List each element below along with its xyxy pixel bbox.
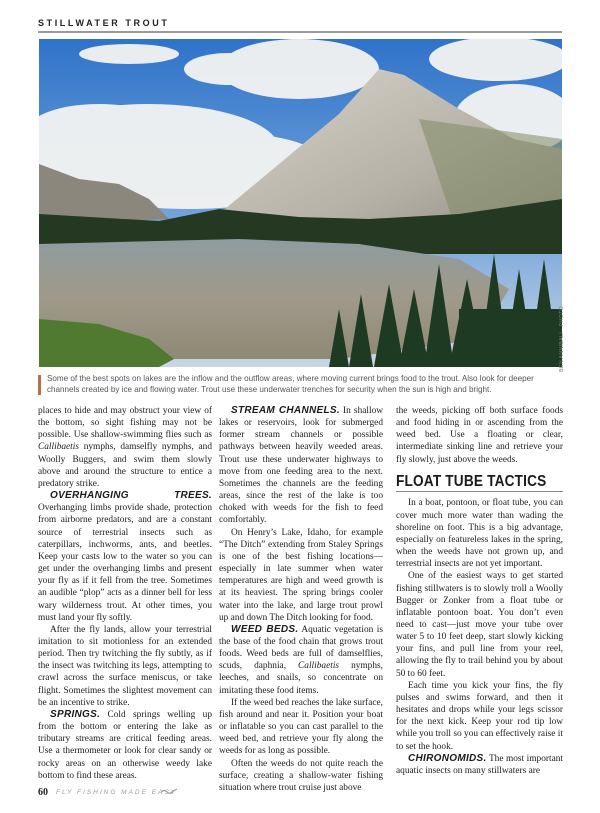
running-head: STILLWATER TROUT: [38, 18, 170, 28]
paragraph-text: Aquatic vegetation is the base of the food chain that grows trout foods. Weed beds are full of damselflies, scuds, daphnia,: [219, 624, 383, 672]
paragraph-text: The most important aquatic insects on many stillwaters are: [396, 753, 563, 776]
lake-photo-illustration: [39, 39, 562, 367]
paragraph: the weeds, picking off both surface foods and food hiding in or ascending from the weed bed. Use a floating or clear, intermediate sinking line and retrieve your fly slowly, just above the weeds.: [396, 406, 563, 465]
paragraph: After the fly lands, allow your terrestrial imitation to sit motionless for an extended period. Then try twitching the fly subtly, as if the insect was twitching its legs, attempting to crawl across the surface meniscus, or take flight. Sometimes the slightest movement can be an incentive to strike.: [38, 624, 212, 708]
subhead-weed-beds: WEED BEDS.: [231, 623, 299, 635]
page-number: 60: [38, 787, 48, 798]
subhead-overhanging-trees: OVERHANGING TREES.: [50, 490, 212, 502]
section-heading: FLOAT TUBE TACTICS: [396, 472, 547, 490]
text-column-3: [396, 405, 563, 777]
paragraph-text: nymphs, damselfly nymphs, and Woolly Buggers, and swim them slowly above and around the structure to entice a predatory strike.: [38, 442, 212, 489]
paragraph-text: nymphs, leeches, and snails, so concentrate on imitating these food items.: [219, 661, 384, 696]
lake-photo: [39, 39, 562, 367]
paragraph: [396, 753, 563, 777]
section-rule: [396, 491, 563, 493]
paragraph-text: Cold springs welling up from the bottom or entering the lake as tributary streams are critical feeding areas. Use a thermometer or look for clear sandy or rocky areas on an otherwise weedy lake bottom to find these areas.: [38, 709, 212, 781]
paragraph: Each time you kick your fins, the fly pulses and swims forward, and then it hesitates and drops while your legs scissor for the next kick. Keep your rod tip low while you troll so you can effectively raise it to set the hook.: [396, 680, 563, 752]
paragraph: [219, 624, 383, 697]
book-title: FLY FISHING MADE EASY: [56, 789, 178, 796]
wave-icon: [161, 787, 177, 795]
paragraph: If the weed bed reaches the lake surface, fish around and near it. Position your boat or inflatable so you can cast parallel to the weed bed, and retrieve your fly along the weeds for as long as possible.: [219, 697, 383, 757]
paragraph-text: places to hide and may obstruct your view of the bottom, so sight fishing may not be possible. Use shallow-swimming flies such as: [38, 406, 212, 441]
text-column-2: [219, 405, 383, 794]
paragraph: [219, 405, 383, 527]
paragraph: [38, 490, 212, 624]
species-name: Callibaetis: [298, 661, 340, 672]
species-name: Callibaetis: [38, 442, 80, 453]
paragraph: Often the weeds do not quite reach the surface, creating a shallow-water fishing situation where trout cruise just above: [219, 758, 383, 793]
paragraph: On Henry’s Lake, Idaho, for example “The Ditch” extending from Staley Springs is one of the best fishing locations—especially in late summer when water temperatures are high and weed growth is at its heaviest. The spring brings cooler water into the lake, and large trout prowl up and down The Ditch looking for food.: [219, 527, 383, 623]
paragraph: [38, 405, 212, 490]
paragraph-text: Overhanging limbs provide shade, protection from airborne predators, and are a constant source of terrestrial insects such as caterpillars, inchworms, ants, and beetles. Keep your casts low to the water so you can get under the overhanging limbs and present your fly as if it fell from the tree. Sometimes an audible “plop” acts as a dinner bell for less wary wilderness trout. At other times, you must land your fly softly.: [38, 503, 212, 623]
paragraph: In a boat, pontoon, or float tube, you can cover much more water than wading the shoreline on foot. This is a big advantage, especially on featureless lakes in the spring, when the weeds have not grown up, and terrestrial insects are not yet important.: [396, 498, 563, 570]
header-rule: [38, 31, 562, 33]
paragraph: [38, 709, 212, 782]
subhead-stream-channels: STREAM CHANNELS.: [231, 405, 340, 416]
photo-credit: BEN ANNIBALI · PHOTO: [559, 306, 565, 372]
photo-caption: Some of the best spots on lakes are the inflow and the outflow areas, where moving current brings food to the trout. Also look for deeper channels created by ice and flowing water. Trout use these underwater trenches for security when the sun is high and bright.: [47, 374, 534, 394]
paragraph-text: In shallow lakes or reservoirs, look for submerged former stream channels or possible pathways between heavily weeded areas. Trout use these underwater highways to move from one feeding area to the next. Sometimes the channels are the feeding areas, since the rest of the lake is too choked with weeds for the fish to feed comfortably.: [219, 406, 383, 526]
text-column-1: [38, 405, 212, 782]
paragraph: One of the easiest ways to get started fishing stillwaters is to slowly troll a Woolly Bugger or Zonker from a float tube or inflatable pontoon boat. You don’t even need to cast—just move your tube over water 5 to 10 feet deep, start slowly kicking your fins, and pull line from your reel, allowing the fly to trail behind you by about 50 to 60 feet.: [396, 571, 563, 679]
subhead-springs: SPRINGS.: [50, 708, 101, 720]
subhead-chironomids: CHIRONOMIDS.: [408, 752, 487, 764]
